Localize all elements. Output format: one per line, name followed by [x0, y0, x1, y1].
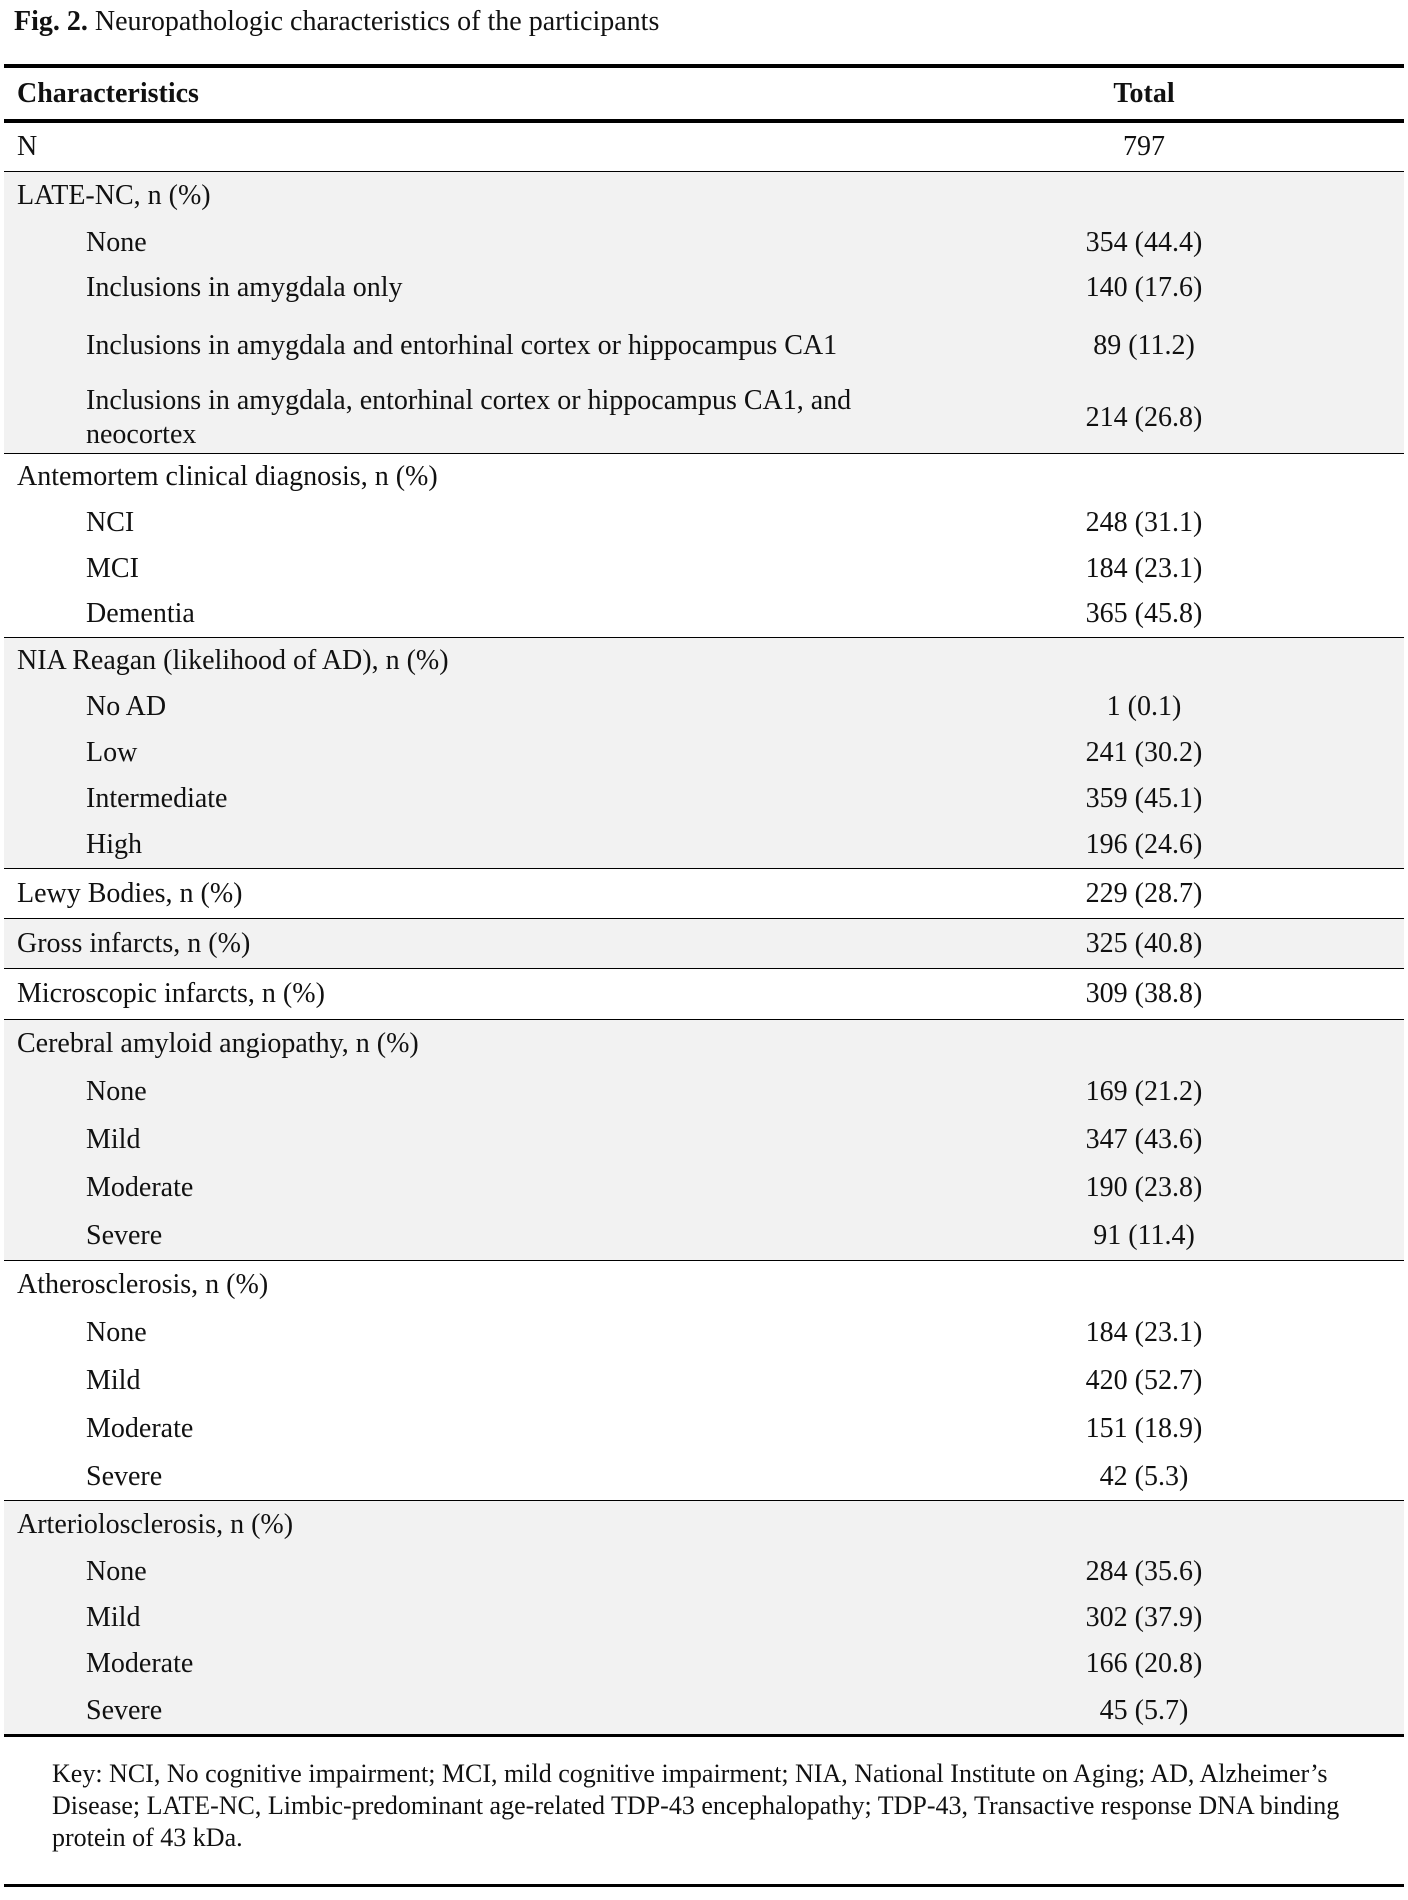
- table-row: [4, 1641, 1404, 1687]
- table-row: [4, 123, 1404, 171]
- table-row: [4, 684, 1404, 730]
- row-value: 151 (18.9): [1085, 1413, 1203, 1444]
- row-value: 214 (26.8): [1085, 401, 1203, 433]
- figure-label: Fig. 2.: [14, 6, 88, 37]
- row-value: 45 (5.7): [1099, 1694, 1189, 1726]
- table-row: [4, 1549, 1404, 1595]
- table-row: [4, 1595, 1404, 1641]
- row-value: 169 (21.2): [1085, 1076, 1203, 1107]
- row-value: 354 (44.4): [1085, 227, 1203, 258]
- header-total: Total: [1113, 78, 1175, 109]
- row-value: 184 (23.1): [1085, 1317, 1203, 1348]
- row-label: High: [86, 829, 142, 860]
- section-heading: [4, 1501, 1404, 1549]
- row-label: Inclusions in amygdala, entorhinal cortex or hippocampus CA1, and neocortex: [86, 384, 852, 450]
- row-value: 325 (40.8): [1085, 927, 1203, 959]
- row-label: None: [86, 1076, 147, 1107]
- table-row: [4, 730, 1404, 776]
- table-footnote: Key: NCI, No cognitive impairment; MCI, mild cognitive impairment; NIA, National Institute on Aging; AD, Alzheimer’s Disease; LATE-NC, Limbic-predominant age-related TDP-43 encephalopathy; TDP-43, Transactive response DNA binding protein of 43 kDa.: [52, 1759, 1340, 1852]
- table-row: [4, 822, 1404, 868]
- table-row: [4, 1309, 1404, 1357]
- section-label: LATE-NC, n (%): [17, 180, 211, 211]
- section-heading: [4, 638, 1404, 684]
- table-row: [4, 969, 1404, 1019]
- table-row: [4, 1212, 1404, 1260]
- table-row: [4, 1405, 1404, 1453]
- row-label: Intermediate: [86, 783, 228, 814]
- table-row: [4, 382, 1404, 453]
- row-label: Moderate: [86, 1172, 194, 1203]
- table-row: [4, 1164, 1404, 1212]
- row-label: Gross infarcts, n (%): [17, 927, 251, 959]
- row-label: Microscopic infarcts, n (%): [17, 978, 325, 1009]
- row-value: 91 (11.4): [1093, 1220, 1195, 1251]
- row-label: Dementia: [86, 598, 195, 629]
- row-value: 241 (30.2): [1085, 737, 1203, 768]
- footer-rule: [4, 1884, 1404, 1887]
- atherosclerosis-block: [4, 1261, 1404, 1500]
- table-row: [4, 1116, 1404, 1164]
- row-value: 365 (45.8): [1085, 598, 1203, 629]
- table-row: [4, 266, 1404, 310]
- section-heading: [4, 454, 1404, 500]
- clinical-diagnosis-block: [4, 454, 1404, 637]
- table-row: [4, 310, 1404, 382]
- bottom-table-rule: [4, 1734, 1404, 1737]
- row-label: Low: [86, 737, 138, 768]
- row-label: NCI: [86, 507, 135, 538]
- lewy-bodies-block: [4, 869, 1404, 918]
- section-label: Antemortem clinical diagnosis, n (%): [17, 461, 438, 492]
- table-row: [4, 591, 1404, 637]
- late-nc-block: [4, 172, 1404, 453]
- arteriolosclerosis-block: [4, 1501, 1404, 1734]
- row-label: Inclusions in amygdala only: [86, 272, 403, 303]
- figure-caption: [14, 4, 659, 40]
- row-label: Severe: [86, 1460, 163, 1492]
- gross-infarcts-block: [4, 919, 1404, 968]
- micro-infarcts-block: [4, 969, 1404, 1019]
- row-label: No AD: [86, 691, 167, 722]
- table-row: [4, 500, 1404, 546]
- row-value: 42 (5.3): [1099, 1460, 1189, 1492]
- row-label: Moderate: [86, 1648, 194, 1679]
- row-value: 248 (31.1): [1085, 507, 1203, 538]
- row-label: Mild: [86, 1124, 141, 1155]
- row-value: 184 (23.1): [1085, 552, 1203, 584]
- row-label: Moderate: [86, 1413, 194, 1444]
- row-value: 420 (52.7): [1085, 1365, 1203, 1396]
- row-value: 190 (23.8): [1085, 1172, 1203, 1203]
- row-value: 229 (28.7): [1085, 877, 1203, 909]
- row-value: 347 (43.6): [1085, 1124, 1203, 1155]
- row-label: None: [86, 1317, 147, 1348]
- row-label: Lewy Bodies, n (%): [17, 877, 243, 909]
- section-label: Atherosclerosis, n (%): [17, 1269, 269, 1300]
- figure-title: Neuropathologic characteristics of the participants: [87, 6, 660, 37]
- row-label: N: [17, 131, 38, 162]
- table-row: [4, 1068, 1404, 1116]
- row-label: Mild: [86, 1365, 141, 1396]
- table-row: [4, 546, 1404, 591]
- table-header: [4, 70, 1404, 120]
- row-label: Inclusions in amygdala and entorhinal cortex or hippocampus CA1: [86, 330, 838, 361]
- section-label: Arteriolosclerosis, n (%): [17, 1509, 294, 1540]
- table-row: [4, 869, 1404, 918]
- table-row: [4, 1357, 1404, 1405]
- table-row: [4, 220, 1404, 266]
- row-value: 166 (20.8): [1085, 1648, 1203, 1679]
- section-label: Cerebral amyloid angiopathy, n (%): [17, 1028, 419, 1059]
- n-block: [4, 123, 1404, 171]
- row-label: None: [86, 1556, 147, 1587]
- table-row: [4, 1453, 1404, 1500]
- row-value: 302 (37.9): [1085, 1602, 1203, 1633]
- row-value: 359 (45.1): [1085, 783, 1203, 814]
- section-heading: [4, 172, 1404, 220]
- row-label: Severe: [86, 1220, 163, 1251]
- row-label: MCI: [86, 552, 139, 584]
- row-value: 1 (0.1): [1106, 691, 1182, 722]
- caa-block: [4, 1020, 1404, 1260]
- table-row: [4, 1687, 1404, 1734]
- row-value: 89 (11.2): [1093, 330, 1195, 361]
- header-characteristics: Characteristics: [17, 78, 199, 109]
- top-rule: [4, 64, 1404, 68]
- row-value: 309 (38.8): [1085, 978, 1203, 1009]
- section-heading: [4, 1020, 1404, 1068]
- section-heading: [4, 1261, 1404, 1309]
- row-value: 797: [1123, 131, 1165, 162]
- table-row: [4, 919, 1404, 968]
- row-value: 196 (24.6): [1085, 829, 1203, 860]
- table-row: [4, 776, 1404, 822]
- section-label: NIA Reagan (likelihood of AD), n (%): [17, 645, 449, 676]
- nia-reagan-block: [4, 638, 1404, 868]
- row-value: 140 (17.6): [1085, 272, 1203, 303]
- row-label: None: [86, 227, 147, 258]
- row-value: 284 (35.6): [1085, 1556, 1203, 1587]
- row-label: Mild: [86, 1602, 141, 1633]
- row-label: Severe: [86, 1694, 163, 1726]
